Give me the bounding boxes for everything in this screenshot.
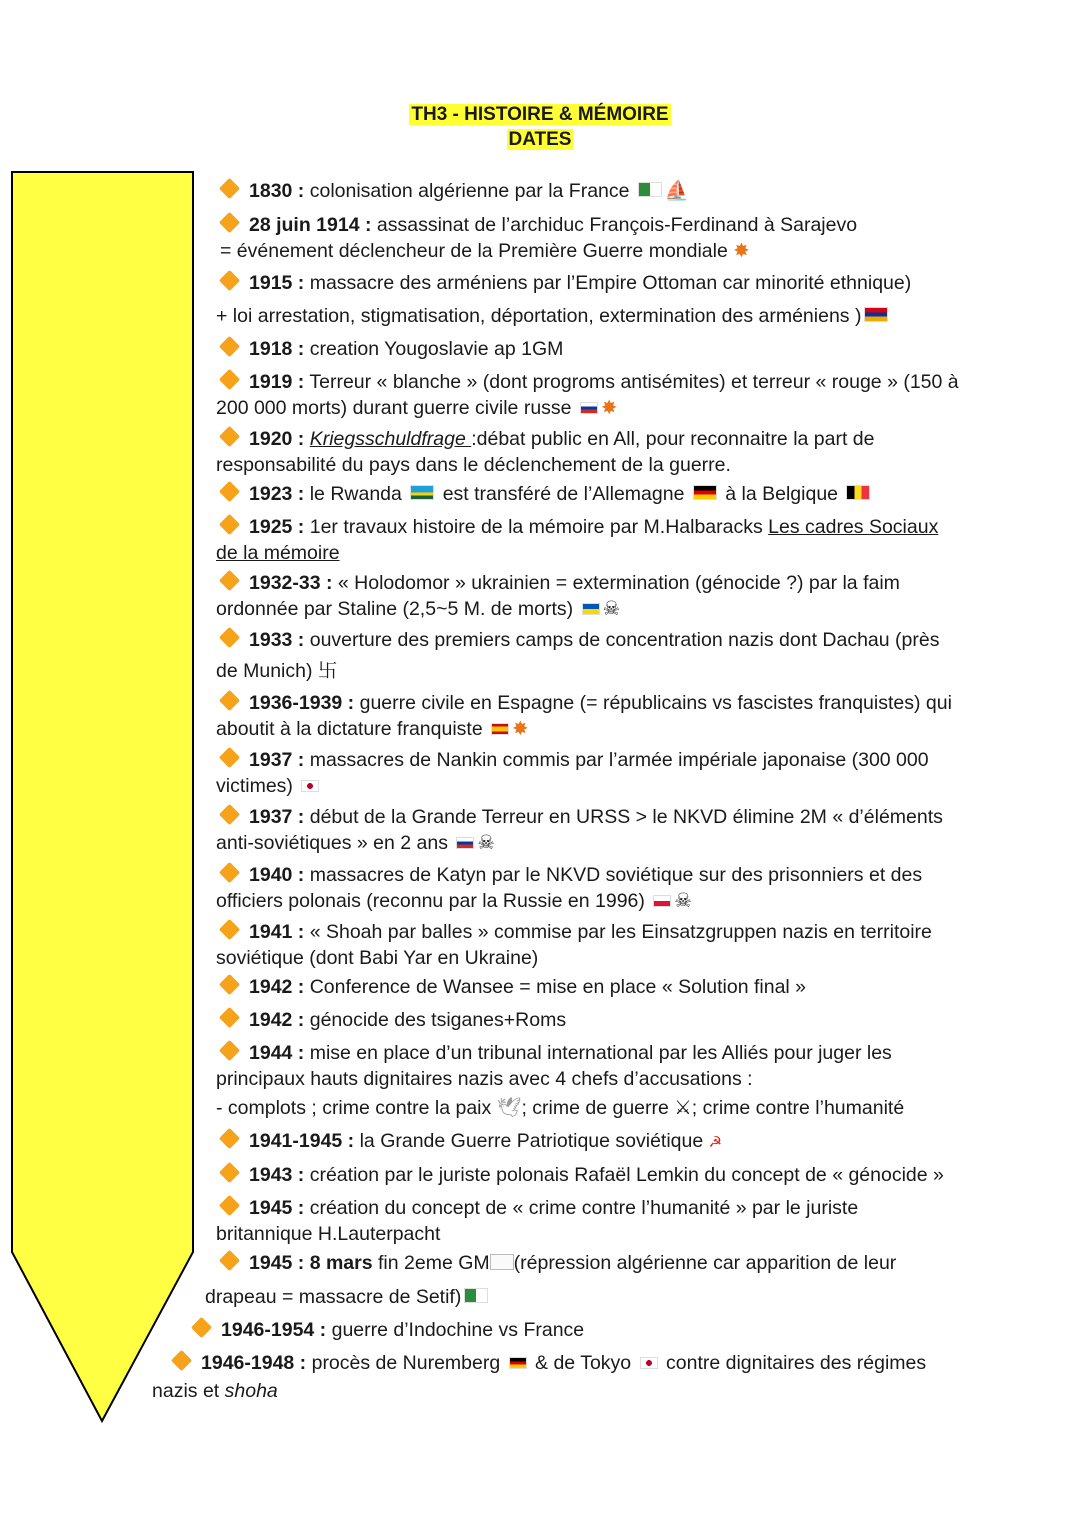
skull-crossbones-icon: ☠: [602, 598, 621, 620]
diamond-bullet-icon: [219, 1250, 240, 1271]
list-item: 1932-33 : « Holodomor » ukrainien = extermination (génocide ?) par la faim ordonnée par Staline (2,5~5 M. de morts) ☠: [216, 570, 900, 622]
crossed-swords-icon: ⚔: [674, 1097, 692, 1119]
white-flag-icon: [490, 1254, 514, 1270]
diamond-bullet-icon: [219, 1195, 240, 1216]
russia-flag-icon: [456, 837, 474, 849]
japan-flag-icon: [640, 1357, 658, 1369]
belgium-flag-icon: [846, 485, 870, 500]
explosion-icon: ✸: [733, 240, 750, 262]
swastika-icon: 卐: [317, 660, 338, 682]
list-item: 1946-1954 : guerre d’Indochine vs France: [188, 1317, 584, 1343]
list-item: 1941-1945 : la Grande Guerre Patriotique soviétique ☭: [216, 1128, 722, 1156]
title-line2: DATES: [508, 129, 572, 150]
timeline-arrow: [0, 0, 200, 1430]
list-item: 28 juin 1914 : assassinat de l’archiduc François-Ferdinand à Sarajevo = événement déclencheur de la Première Guerre mondiale ✸: [216, 212, 857, 264]
list-item: 1925 : 1er travaux histoire de la mémoire par M.Halbaracks Les cadres Sociaux de la mémoire: [216, 514, 938, 566]
diamond-bullet-icon: [219, 974, 240, 995]
ukraine-flag-icon: [582, 603, 600, 615]
list-item: 1915 : massacre des arméniens par l’Empire Ottoman car minorité ethnique) + loi arrestation, stigmatisation, déportation, extermination des arméniens ): [216, 270, 911, 329]
algeria-flag-icon: [638, 182, 662, 197]
list-item: 1923 : le Rwanda est transféré de l’Allemagne à la Belgique: [216, 481, 873, 507]
list-item: 1933 : ouverture des premiers camps de concentration nazis dont Dachau (près de Munich) 卐: [216, 627, 939, 684]
list-item-continuation: drapeau = massacre de Setif): [205, 1284, 491, 1310]
list-item: 1946-1948 : procès de Nuremberg & de Tokyo contre dignitaires des régimes: [168, 1350, 926, 1376]
explosion-icon: ✸: [600, 397, 618, 419]
list-item: 1920 : Kriegsschuldfrage :débat public en All, pour reconnaitre la part de responsabilité du pays dans le déclenchement de la guerre.: [216, 426, 875, 478]
japan-flag-icon: [301, 780, 319, 792]
list-item: 1945 : 8 mars fin 2eme GM (répression algérienne car apparition de leur: [216, 1250, 896, 1276]
hammer-sickle-icon: ☭: [708, 1134, 723, 1151]
diamond-bullet-icon: [219, 1040, 240, 1061]
skull-crossbones-icon: ☠: [477, 832, 495, 854]
diamond-bullet-icon: [219, 690, 240, 711]
list-item: 1918 : creation Yougoslavie ap 1GM: [216, 336, 563, 362]
diamond-bullet-icon: [219, 627, 240, 648]
diamond-bullet-icon: [171, 1350, 192, 1371]
list-item: 1830 : colonisation algérienne par la France ⛵: [216, 178, 689, 204]
list-item: 1940 : massacres de Katyn par le NKVD soviétique sur des prisonniers et des officiers polonais (reconnu par la Russie en 1996) ☠: [216, 862, 922, 914]
diamond-bullet-icon: [219, 1162, 240, 1183]
dove-icon: 🕊: [496, 1097, 522, 1119]
armenia-flag-icon: [864, 307, 888, 322]
page-title: [0, 102, 1080, 152]
diamond-bullet-icon: [219, 212, 240, 233]
diamond-bullet-icon: [219, 178, 240, 199]
poland-flag-icon: [653, 895, 671, 907]
rwanda-flag-icon: [410, 485, 434, 500]
diamond-bullet-icon: [219, 747, 240, 768]
list-item: 1943 : création par le juriste polonais Rafaël Lemkin du concept de « génocide »: [216, 1162, 944, 1188]
list-item-continuation: nazis et shoha: [152, 1380, 278, 1402]
list-item: 1936-1939 : guerre civile en Espagne (= républicains vs fascistes franquistes) qui aboutit à la dictature franquiste ✸: [216, 690, 952, 742]
explosion-icon: ✸: [512, 718, 529, 740]
diamond-bullet-icon: [219, 862, 240, 883]
list-item: 1944 : mise en place d’un tribunal international par les Alliés pour juger les principaux hauts dignitaires nazis avec 4 chefs d’accusations : - complots ; crime contre la paix 🕊; crime de guerre ⚔; crime contre l’humanité: [216, 1040, 904, 1121]
diamond-bullet-icon: [219, 336, 240, 357]
spain-flag-icon: [491, 723, 509, 735]
diamond-bullet-icon: [219, 1128, 240, 1149]
title-line1: TH3 - HISTOIRE & MÉMOIRE: [411, 104, 669, 125]
diamond-bullet-icon: [219, 514, 240, 535]
russia-flag-icon: [580, 402, 598, 414]
diamond-bullet-icon: [219, 1007, 240, 1028]
list-item: 1942 : Conference de Wansee = mise en place « Solution final »: [216, 974, 806, 1000]
list-item: 1942 : génocide des tsiganes+Roms: [216, 1007, 566, 1033]
diamond-bullet-icon: [219, 919, 240, 940]
list-item: 1941 : « Shoah par balles » commise par les Einsatzgruppen nazis en territoire soviétique (dont Babi Yar en Ukraine): [216, 919, 932, 971]
germany-flag-icon: [509, 1357, 527, 1369]
diamond-bullet-icon: [191, 1317, 212, 1338]
diamond-bullet-icon: [219, 270, 240, 291]
list-item: 1937 : début de la Grande Terreur en URSS > le NKVD élimine 2M « d’éléments anti-soviétiques » en 2 ans ☠: [216, 804, 943, 856]
sailboat-icon: ⛵: [664, 180, 690, 202]
list-item: 1919 : Terreur « blanche » (dont progroms antisémites) et terreur « rouge » (150 à 200 000 morts) durant guerre civile russe ✸: [216, 369, 959, 421]
diamond-bullet-icon: [219, 369, 240, 390]
list-item: 1937 : massacres de Nankin commis par l’armée impériale japonaise (300 000 victimes): [216, 747, 929, 799]
list-item: 1945 : création du concept de « crime contre l’humanité » par le juriste britannique H.Lauterpacht: [216, 1195, 858, 1247]
diamond-bullet-icon: [219, 481, 240, 502]
algeria-flag-icon: [464, 1288, 488, 1303]
diamond-bullet-icon: [219, 570, 240, 591]
diamond-bullet-icon: [219, 426, 240, 447]
germany-flag-icon: [693, 485, 717, 500]
diamond-bullet-icon: [219, 804, 240, 825]
skull-crossbones-icon: ☠: [674, 890, 692, 912]
